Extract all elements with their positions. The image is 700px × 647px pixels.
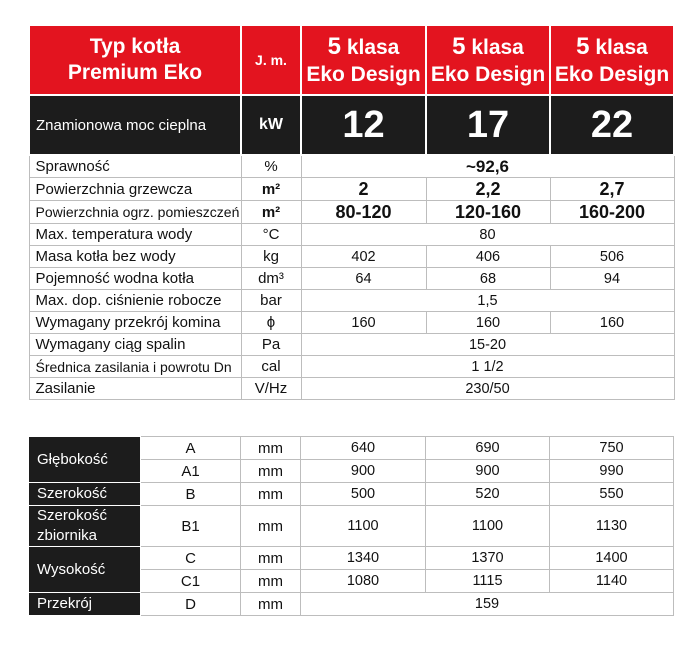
header-row <box>29 25 674 95</box>
row-value: 94 <box>550 268 674 290</box>
dim-row-a <box>29 437 674 460</box>
dim-value: 750 <box>550 437 674 460</box>
row-unit: m² <box>241 201 301 224</box>
dim-value: 550 <box>550 483 674 506</box>
power-row <box>29 95 674 155</box>
dimensions-table <box>28 436 674 616</box>
dim-unit: mm <box>241 570 301 593</box>
row-value: 160-200 <box>550 201 674 224</box>
row-cisnienie <box>29 290 674 312</box>
dim-symbol: A1 <box>141 460 241 483</box>
row-value: 80-120 <box>301 201 426 224</box>
row-value: 15-20 <box>301 334 674 356</box>
row-zasilanie <box>29 378 674 400</box>
dim-value: 640 <box>301 437 426 460</box>
row-value: 1 1/2 <box>301 356 674 378</box>
unit-header: J. m. <box>241 25 301 95</box>
type-line1: Typ kotła <box>89 35 181 58</box>
row-value: 80 <box>301 224 674 246</box>
row-unit: V/Hz <box>241 378 301 400</box>
row-max-temperatura <box>29 224 674 246</box>
row-value: 402 <box>301 246 426 268</box>
row-value: 68 <box>426 268 550 290</box>
power-value: 12 <box>301 95 426 155</box>
spec-table <box>28 24 675 400</box>
row-label: Powierzchnia grzewcza <box>29 178 241 201</box>
row-label: Masa kotła bez wody <box>29 246 241 268</box>
dim-unit: mm <box>241 593 301 616</box>
dim-value: 1080 <box>301 570 426 593</box>
row-value: 160 <box>301 312 426 334</box>
row-pojemnosc <box>29 268 674 290</box>
dim-symbol: B <box>141 483 241 506</box>
dim-label-glebokosc: Głębokość <box>29 437 141 483</box>
type-line2: Premium Eko <box>67 61 203 84</box>
row-unit: Pa <box>241 334 301 356</box>
row-unit: m² <box>241 178 301 201</box>
dim-label-wysokosc: Wysokość <box>29 547 141 593</box>
power-value: 22 <box>550 95 674 155</box>
row-srednica <box>29 356 674 378</box>
dim-value: 159 <box>301 593 674 616</box>
row-label: Max. temperatura wody <box>29 224 241 246</box>
dim-symbol: B1 <box>141 506 241 547</box>
power-unit: kW <box>241 95 301 155</box>
dim-value: 1400 <box>550 547 674 570</box>
row-value: 160 <box>550 312 674 334</box>
row-label: Sprawność <box>29 155 241 178</box>
row-value: 2,2 <box>426 178 550 201</box>
class-line2: Eko Design <box>430 62 546 86</box>
row-unit: kg <box>241 246 301 268</box>
dim-value: 1130 <box>550 506 674 547</box>
class-number: 5 <box>576 32 590 60</box>
dim-row-b <box>29 483 674 506</box>
dim-value: 1140 <box>550 570 674 593</box>
class-header-12 <box>301 25 426 95</box>
row-label: Powierzchnia ogrz. pomieszczeń <box>29 201 241 224</box>
row-value: 160 <box>426 312 550 334</box>
row-unit: dm³ <box>241 268 301 290</box>
row-value: 120-160 <box>426 201 550 224</box>
row-masa <box>29 246 674 268</box>
row-label: Wymagany ciąg spalin <box>29 334 241 356</box>
dim-label-przekroj: Przekrój <box>29 593 141 616</box>
class-word: klasa <box>471 35 524 59</box>
row-value: 406 <box>426 246 550 268</box>
class-word: klasa <box>346 35 400 59</box>
row-label: Pojemność wodna kotła <box>29 268 241 290</box>
dim-symbol: D <box>141 593 241 616</box>
row-value: 64 <box>301 268 426 290</box>
class-word: klasa <box>595 35 648 59</box>
power-label: Znamionowa moc cieplna <box>29 95 241 155</box>
dim-value: 1100 <box>301 506 426 547</box>
row-value: 230/50 <box>301 378 674 400</box>
dim-symbol: C1 <box>141 570 241 593</box>
row-label: Średnica zasilania i powrotu Dn <box>29 356 241 378</box>
dim-value: 900 <box>426 460 550 483</box>
dim-value: 520 <box>426 483 550 506</box>
class-line2: Eko Design <box>306 62 421 86</box>
class-number: 5 <box>452 32 466 60</box>
dim-unit: mm <box>241 483 301 506</box>
dim-value: 900 <box>301 460 426 483</box>
dim-unit: mm <box>241 437 301 460</box>
row-unit: cal <box>241 356 301 378</box>
row-ciag <box>29 334 674 356</box>
row-unit: °C <box>241 224 301 246</box>
row-value: 2 <box>301 178 426 201</box>
dim-symbol: A <box>141 437 241 460</box>
row-unit: ϕ <box>241 312 301 334</box>
row-label: Wymagany przekrój komina <box>29 312 241 334</box>
row-value: ~92,6 <box>301 155 674 178</box>
dim-label-szerokosc-zbiornika <box>29 506 141 547</box>
boiler-type-header <box>29 25 241 95</box>
row-unit: % <box>241 155 301 178</box>
row-unit: bar <box>241 290 301 312</box>
row-value: 506 <box>550 246 674 268</box>
dim-unit: mm <box>241 460 301 483</box>
row-label: Zasilanie <box>29 378 241 400</box>
dim-value: 690 <box>426 437 550 460</box>
dim-value: 1340 <box>301 547 426 570</box>
dim-symbol: C <box>141 547 241 570</box>
class-header-22 <box>550 25 674 95</box>
dim-unit: mm <box>241 547 301 570</box>
row-value: 2,7 <box>550 178 674 201</box>
class-line2: Eko Design <box>554 62 670 86</box>
row-label: Max. dop. ciśnienie robocze <box>29 290 241 312</box>
power-value: 17 <box>426 95 550 155</box>
dim-row-b1 <box>29 506 674 547</box>
dim-label-line2: zbiornika <box>37 527 98 544</box>
row-value: 1,5 <box>301 290 674 312</box>
dim-value: 500 <box>301 483 426 506</box>
dim-value: 1370 <box>426 547 550 570</box>
dim-unit: mm <box>241 506 301 547</box>
dim-value: 1100 <box>426 506 550 547</box>
row-powierzchnia-ogrz <box>29 201 674 224</box>
dim-label-line1: Szerokość <box>37 507 108 524</box>
row-komin <box>29 312 674 334</box>
dim-value: 990 <box>550 460 674 483</box>
dim-value: 1115 <box>426 570 550 593</box>
dim-row-d <box>29 593 674 616</box>
dim-row-c <box>29 547 674 570</box>
dim-label-szerokosc: Szerokość <box>29 483 141 506</box>
class-number: 5 <box>327 32 341 60</box>
row-powierzchnia-grzewcza <box>29 178 674 201</box>
class-header-17 <box>426 25 550 95</box>
row-sprawnosc <box>29 155 674 178</box>
